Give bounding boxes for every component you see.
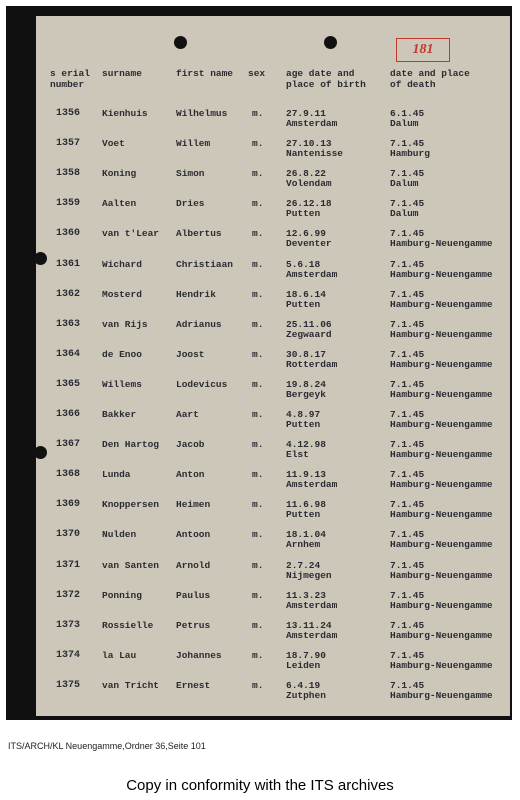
- birth-cell: [286, 681, 326, 701]
- birth-place: Putten: [286, 298, 321, 310]
- death-place: Hamburg-Neuengamme: [390, 419, 493, 430]
- death-date: 7.1.45: [390, 168, 425, 180]
- birth-date: 27.10.13: [286, 138, 332, 150]
- first-name-cell: Jacob: [176, 439, 205, 451]
- page-number-stamp: 181: [396, 38, 450, 62]
- death-place: Hamburg-Neuengamme: [390, 539, 493, 551]
- first-name-cell: Anton: [176, 469, 205, 481]
- death-cell: [390, 229, 493, 249]
- first-name-cell: Aart: [176, 409, 199, 420]
- surname-cell: Wichard: [102, 258, 142, 270]
- birth-cell: [286, 530, 326, 550]
- birth-date: 11.6.98: [286, 499, 326, 511]
- serial-cell: 1356: [56, 108, 81, 119]
- surname-cell: la Lau: [102, 649, 137, 661]
- first-name-cell: Antoon: [176, 529, 211, 541]
- death-date: 7.1.45: [390, 228, 425, 240]
- first-name-cell: Dries: [176, 198, 205, 210]
- birth-place: Putten: [286, 509, 321, 521]
- birth-place: Bergeyk: [286, 388, 326, 400]
- surname-cell: van t'Lear: [102, 228, 160, 240]
- birth-date: 11.9.13: [286, 469, 326, 481]
- death-place: Dalum: [390, 118, 419, 129]
- death-place: Hamburg-Neuengamme: [390, 328, 493, 340]
- table-row: [36, 287, 510, 317]
- sex-cell: m.: [252, 409, 264, 420]
- table-row: [36, 166, 510, 196]
- sex-cell: m.: [252, 318, 264, 330]
- archive-reference: ITS/ARCH/KL Neuengamme,Ordner 36,Seite 101: [8, 741, 206, 751]
- birth-place: Volendam: [286, 178, 332, 190]
- table-row: [36, 347, 510, 377]
- serial-cell: 1375: [56, 679, 81, 691]
- birth-place: Amsterdam: [286, 629, 338, 641]
- birth-cell: [286, 621, 337, 641]
- surname-cell: Knoppersen: [102, 499, 160, 511]
- serial-cell: 1368: [56, 469, 81, 481]
- death-date: 7.1.45: [390, 469, 425, 481]
- surname-cell: Aalten: [102, 198, 137, 210]
- birth-place: Deventer: [286, 238, 332, 250]
- death-cell: [390, 621, 493, 641]
- table-row: [36, 678, 510, 708]
- death-place: Hamburg-Neuengamme: [390, 268, 493, 280]
- death-place: Hamburg-Neuengamme: [390, 449, 493, 461]
- serial-cell: 1358: [56, 168, 81, 180]
- birth-date: 26.12.18: [286, 198, 332, 210]
- first-name-cell: Albertus: [176, 228, 222, 240]
- birth-date: 26.8.22: [286, 168, 326, 180]
- birth-cell: [286, 410, 320, 430]
- punch-hole-left-upper: [34, 252, 47, 265]
- surname-cell: Mosterd: [102, 288, 142, 300]
- sex-cell: m.: [252, 499, 264, 511]
- serial-cell: 1370: [56, 529, 81, 541]
- death-date: 7.1.45: [390, 318, 425, 330]
- serial-cell: 1371: [56, 559, 81, 571]
- birth-date: 4.8.97: [286, 409, 321, 420]
- sex-cell: m.: [252, 439, 264, 451]
- death-date: 7.1.45: [390, 439, 425, 451]
- first-name-cell: Johannes: [176, 649, 222, 661]
- birth-cell: [286, 320, 332, 340]
- death-cell: [390, 500, 493, 520]
- death-place: Hamburg-Neuengamme: [390, 509, 493, 521]
- birth-date: 18.7.90: [286, 649, 326, 661]
- table-row: [36, 196, 510, 226]
- death-date: 7.1.45: [390, 409, 425, 420]
- birth-cell: [286, 199, 332, 219]
- death-cell: [390, 139, 430, 159]
- serial-cell: 1361: [56, 258, 81, 270]
- sex-cell: m.: [252, 288, 264, 300]
- death-cell: [390, 260, 493, 280]
- serial-cell: 1369: [56, 499, 81, 511]
- birth-date: 11.3.23: [286, 589, 326, 601]
- birth-cell: [286, 500, 326, 520]
- table-row: [36, 588, 510, 618]
- death-place: Hamburg-Neuengamme: [390, 599, 493, 611]
- birth-cell: [286, 290, 326, 310]
- table-row: [36, 317, 510, 347]
- sex-cell: m.: [252, 348, 264, 360]
- death-place: Hamburg-Neuengamme: [390, 238, 493, 250]
- death-place: Hamburg-Neuengamme: [390, 388, 493, 400]
- death-place: Hamburg-Neuengamme: [390, 298, 493, 310]
- document-page: [36, 16, 510, 716]
- death-cell: [390, 410, 493, 430]
- punch-hole-left-lower: [34, 446, 47, 459]
- birth-date: 18.6.14: [286, 288, 326, 300]
- death-cell: [390, 290, 493, 310]
- table-row: [36, 527, 510, 557]
- sex-cell: m.: [252, 529, 264, 541]
- birth-cell: [286, 470, 337, 490]
- birth-cell: [286, 651, 326, 671]
- birth-place: Amsterdam: [286, 118, 338, 129]
- death-date: 7.1.45: [390, 529, 425, 541]
- birth-date: 5.6.18: [286, 258, 321, 270]
- death-cell: [390, 561, 493, 581]
- death-cell: [390, 109, 424, 129]
- death-date: 6.1.45: [390, 108, 425, 119]
- birth-cell: [286, 229, 332, 249]
- sex-cell: m.: [252, 168, 264, 180]
- sex-cell: m.: [252, 108, 264, 119]
- birth-cell: [286, 380, 326, 400]
- serial-cell: 1367: [56, 439, 81, 451]
- first-name-cell: Heimen: [176, 499, 211, 511]
- surname-cell: Den Hartog: [102, 439, 160, 451]
- sex-cell: m.: [252, 378, 264, 390]
- surname-cell: Rossielle: [102, 619, 154, 631]
- birth-date: 19.8.24: [286, 378, 326, 390]
- serial-cell: 1362: [56, 288, 81, 300]
- death-cell: [390, 320, 493, 340]
- serial-cell: 1366: [56, 409, 81, 420]
- first-name-cell: Adrianus: [176, 318, 222, 330]
- death-date: 7.1.45: [390, 198, 425, 210]
- sex-cell: m.: [252, 138, 264, 150]
- serial-cell: 1359: [56, 198, 81, 210]
- serial-cell: 1373: [56, 619, 81, 631]
- first-name-cell: Simon: [176, 168, 205, 180]
- birth-date: 13.11.24: [286, 619, 332, 631]
- death-place: Dalum: [390, 208, 419, 220]
- table-row: [36, 497, 510, 527]
- serial-cell: 1374: [56, 649, 81, 661]
- serial-cell: 1365: [56, 378, 81, 390]
- death-cell: [390, 350, 493, 370]
- birth-place: Leiden: [286, 659, 321, 671]
- surname-cell: de Enoo: [102, 348, 142, 360]
- header-surname: surname: [102, 68, 142, 79]
- table-row: [36, 558, 510, 588]
- header-serial: s erial number: [50, 68, 90, 90]
- sex-cell: m.: [252, 559, 264, 571]
- serial-cell: 1363: [56, 318, 81, 330]
- header-first-name: first name: [176, 68, 234, 79]
- surname-cell: van Rijs: [102, 318, 148, 330]
- death-place: Hamburg-Neuengamme: [390, 569, 493, 581]
- header-sex: sex: [248, 68, 266, 79]
- birth-place: Elst: [286, 449, 309, 461]
- birth-place: Arnhem: [286, 539, 321, 551]
- surname-cell: van Santen: [102, 559, 160, 571]
- birth-cell: [286, 591, 337, 611]
- serial-cell: 1360: [56, 228, 81, 240]
- death-cell: [390, 199, 424, 219]
- death-cell: [390, 681, 493, 701]
- birth-date: 25.11.06: [286, 318, 332, 330]
- punch-hole-top-left: [174, 36, 187, 49]
- death-cell: [390, 169, 424, 189]
- death-date: 7.1.45: [390, 559, 425, 571]
- birth-place: Nantenisse: [286, 148, 344, 160]
- first-name-cell: Hendrik: [176, 288, 216, 300]
- serial-cell: 1364: [56, 348, 81, 360]
- birth-cell: [286, 350, 337, 370]
- death-date: 7.1.45: [390, 619, 425, 631]
- death-cell: [390, 591, 493, 611]
- table-row: [36, 437, 510, 467]
- table-row: [36, 226, 510, 256]
- death-place: Hamburg: [390, 148, 430, 160]
- birth-place: Amsterdam: [286, 479, 338, 491]
- birth-place: Zegwaard: [286, 328, 332, 340]
- birth-place: Zutphen: [286, 689, 326, 701]
- first-name-cell: Ernest: [176, 679, 211, 691]
- birth-place: Amsterdam: [286, 268, 338, 280]
- birth-place: Nijmegen: [286, 569, 332, 581]
- birth-date: 6.4.19: [286, 679, 321, 691]
- birth-cell: [286, 169, 332, 189]
- birth-date: 27.9.11: [286, 108, 326, 119]
- sex-cell: m.: [252, 619, 264, 631]
- table-row: [36, 377, 510, 407]
- first-name-cell: Arnold: [176, 559, 211, 571]
- death-place: Hamburg-Neuengamme: [390, 358, 493, 370]
- death-date: 7.1.45: [390, 378, 425, 390]
- birth-cell: [286, 440, 326, 460]
- birth-place: Rotterdam: [286, 358, 338, 370]
- table-row: [36, 467, 510, 497]
- surname-cell: Koning: [102, 168, 137, 180]
- serial-cell: 1372: [56, 589, 81, 601]
- death-date: 7.1.45: [390, 679, 425, 691]
- birth-date: 12.6.99: [286, 228, 326, 240]
- birth-place: Putten: [286, 419, 321, 430]
- death-cell: [390, 651, 493, 671]
- death-date: 7.1.45: [390, 288, 425, 300]
- first-name-cell: Paulus: [176, 589, 211, 601]
- death-date: 7.1.45: [390, 348, 425, 360]
- sex-cell: m.: [252, 589, 264, 601]
- birth-cell: [286, 109, 337, 129]
- sex-cell: m.: [252, 469, 264, 481]
- birth-cell: [286, 561, 332, 581]
- death-place: Hamburg-Neuengamme: [390, 689, 493, 701]
- birth-place: Amsterdam: [286, 599, 338, 611]
- surname-cell: van Tricht: [102, 679, 160, 691]
- birth-date: 30.8.17: [286, 348, 326, 360]
- header-death: date and place of death: [390, 68, 470, 90]
- surname-cell: Ponning: [102, 589, 142, 601]
- sex-cell: m.: [252, 228, 264, 240]
- death-cell: [390, 440, 493, 460]
- table-row: [36, 407, 510, 437]
- death-date: 7.1.45: [390, 138, 425, 150]
- first-name-cell: Christiaan: [176, 258, 234, 270]
- death-date: 7.1.45: [390, 589, 425, 601]
- conformity-notice: Copy in conformity with the ITS archives: [126, 777, 394, 794]
- birth-date: 4.12.98: [286, 439, 326, 451]
- sex-cell: m.: [252, 649, 264, 661]
- death-place: Dalum: [390, 178, 419, 190]
- birth-cell: [286, 139, 343, 159]
- death-place: Hamburg-Neuengamme: [390, 629, 493, 641]
- death-date: 7.1.45: [390, 499, 425, 511]
- sex-cell: m.: [252, 258, 264, 270]
- surname-cell: Kienhuis: [102, 108, 148, 119]
- punch-hole-top-right: [324, 36, 337, 49]
- surname-cell: Nulden: [102, 529, 137, 541]
- table-row: [36, 106, 510, 136]
- table-row: [36, 648, 510, 678]
- sex-cell: m.: [252, 198, 264, 210]
- sex-cell: m.: [252, 679, 264, 691]
- first-name-cell: Willem: [176, 138, 211, 150]
- first-name-cell: Petrus: [176, 619, 211, 631]
- surname-cell: Willems: [102, 378, 142, 390]
- serial-cell: 1357: [56, 138, 81, 150]
- birth-date: 2.7.24: [286, 559, 321, 571]
- table-row: [36, 257, 510, 287]
- death-date: 7.1.45: [390, 258, 425, 270]
- surname-cell: Voet: [102, 138, 125, 150]
- header-birth: age date and place of birth: [286, 68, 366, 90]
- surname-cell: Lunda: [102, 469, 131, 481]
- first-name-cell: Lodevicus: [176, 378, 228, 390]
- first-name-cell: Joost: [176, 348, 205, 360]
- first-name-cell: Wilhelmus: [176, 108, 228, 119]
- birth-cell: [286, 260, 337, 280]
- table-row: [36, 618, 510, 648]
- surname-cell: Bakker: [102, 409, 137, 420]
- birth-place: Putten: [286, 208, 321, 220]
- death-cell: [390, 530, 493, 550]
- scanned-document: [6, 6, 512, 720]
- death-cell: [390, 470, 493, 490]
- death-date: 7.1.45: [390, 649, 425, 661]
- death-place: Hamburg-Neuengamme: [390, 659, 493, 671]
- death-place: Hamburg-Neuengamme: [390, 479, 493, 491]
- death-cell: [390, 380, 493, 400]
- table-row: [36, 136, 510, 166]
- birth-date: 18.1.04: [286, 529, 326, 541]
